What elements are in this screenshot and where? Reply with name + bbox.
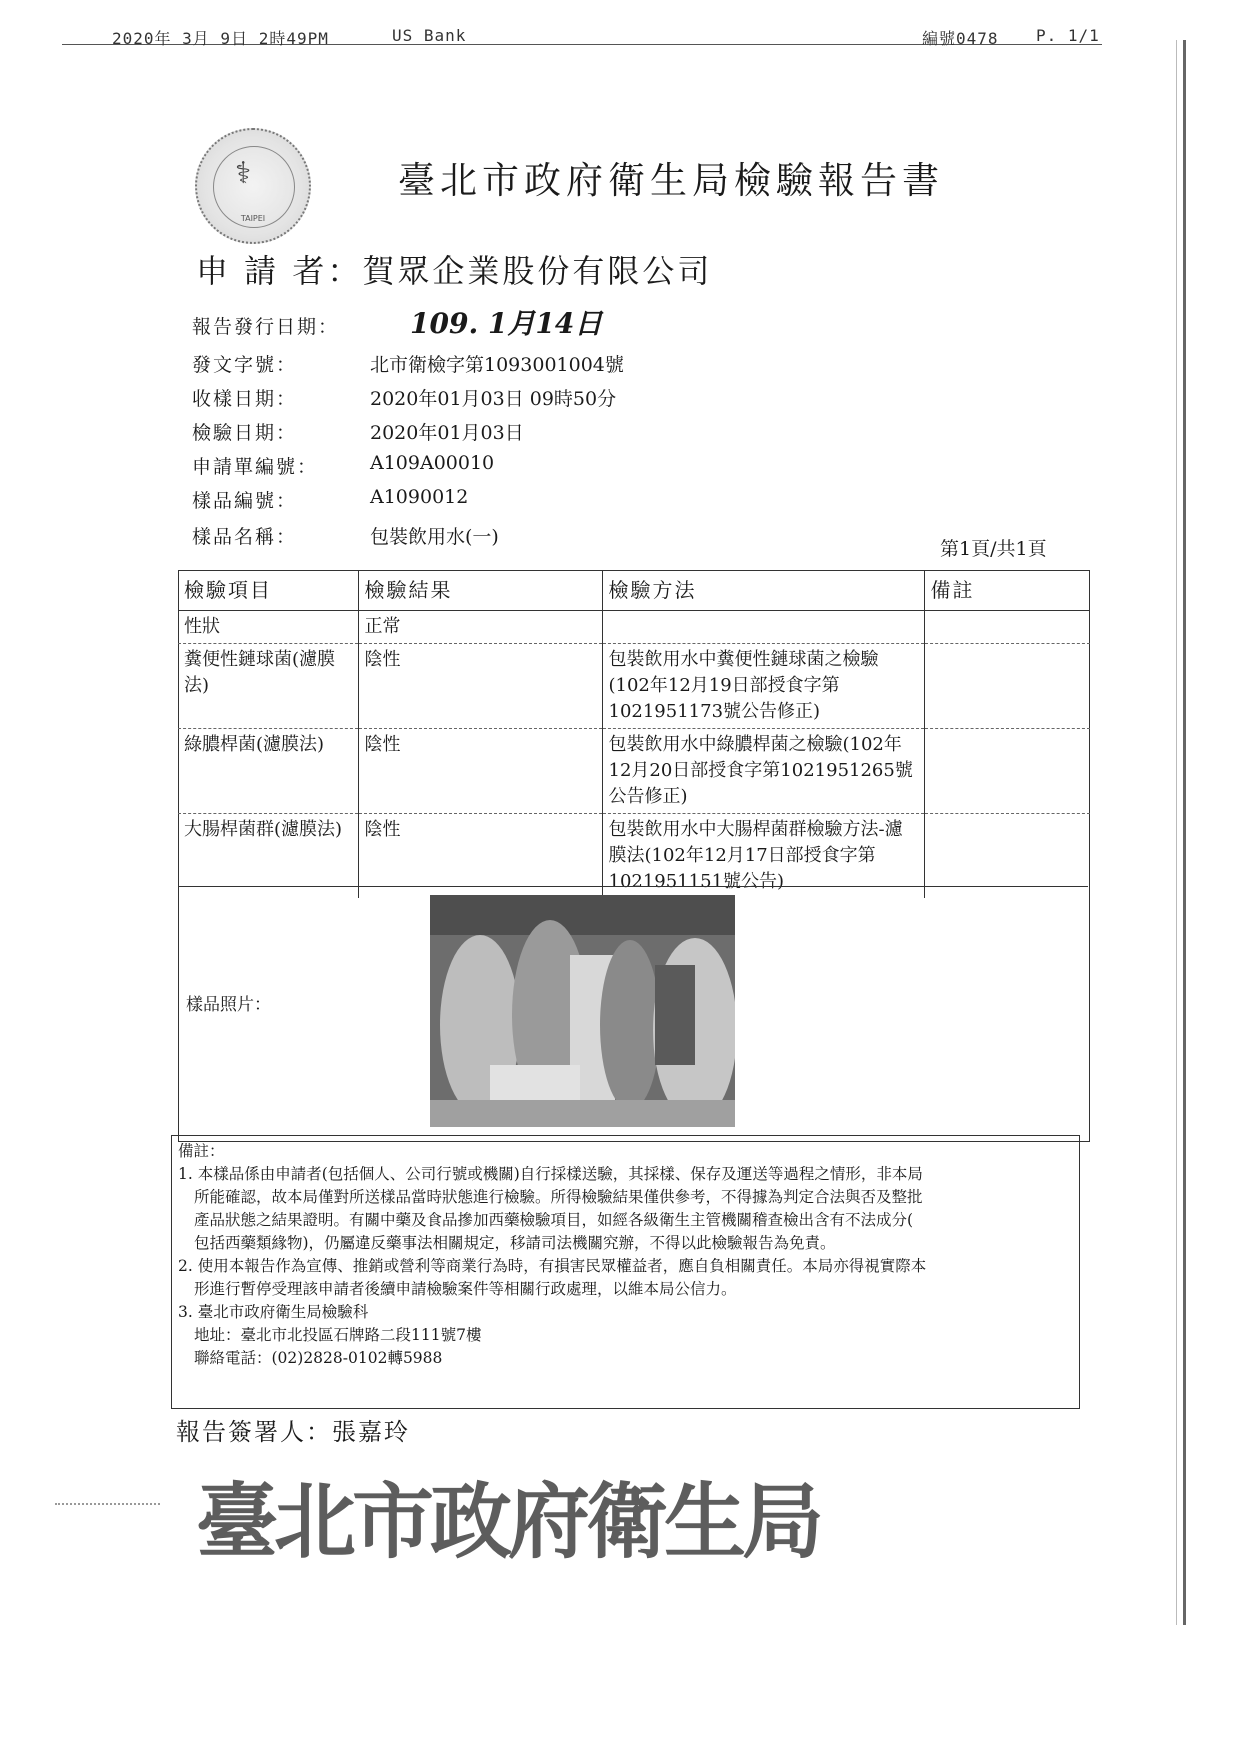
field-label-sample-name: 樣品名稱： — [192, 526, 298, 548]
results-table — [178, 570, 1090, 898]
field-value-issue-date: 109. 1月14日 — [410, 307, 603, 340]
sample-photo-label: 樣品照片： — [186, 995, 271, 1015]
department-stamp: 臺北市政府衛生局 — [196, 1475, 821, 1570]
applicant-label: 申 請 者： — [196, 252, 363, 290]
report-signer: 報告簽署人：張嘉玲 — [176, 1418, 410, 1446]
document-title: 臺北市政府衛生局檢驗報告書 — [398, 159, 944, 202]
row-result: 陰性 — [358, 729, 602, 814]
field-value-sample-name: 包裝飲用水(一) — [370, 526, 499, 548]
field-label-test-date: 檢驗日期： — [192, 422, 298, 444]
field-value-sample-no: A1090012 — [370, 486, 469, 508]
results-table-header — [178, 570, 1090, 611]
header-note: 備註 — [924, 570, 1090, 611]
notes-line: 包括西藥類緣物)，仍屬違反藥事法相關規定，移請司法機關究辦，不得以此檢驗報告為免責。 — [194, 1234, 836, 1252]
row-item: 性狀 — [178, 611, 358, 644]
field-value-doc-no: 北市衛檢字第1093001004號 — [370, 354, 624, 376]
notes-line: 1. 本樣品係由申請者(包括個人、公司行號或機關)自行採樣送驗，其採樣、保存及運送等過程之情形，非本局 — [178, 1165, 923, 1183]
field-label-issue-date: 報告發行日期： — [192, 316, 340, 338]
row-note — [924, 729, 1090, 814]
notes-heading: 備註： — [178, 1142, 225, 1160]
table-row — [178, 644, 1090, 729]
sample-photo — [430, 895, 735, 1127]
notes-line: 2. 使用本報告作為宣傳、推銷或營利等商業行為時，有損害民眾權益者，應自負相關責任。本局亦得視實際本 — [178, 1257, 927, 1275]
notes-line: 3. 臺北市政府衛生局檢驗科 — [178, 1303, 369, 1321]
fax-sender: US Bank — [392, 26, 467, 45]
field-value-test-date: 2020年01月03日 — [370, 422, 524, 444]
row-method: 包裝飲用水中大腸桿菌群檢驗方法-濾膜法(102年12月17日部授食字第1021951151號公告) — [602, 814, 924, 899]
fax-number: 編號0478 — [922, 29, 999, 48]
row-method — [602, 611, 924, 644]
row-item: 大腸桿菌群(濾膜法) — [178, 814, 358, 899]
header-item: 檢驗項目 — [178, 570, 358, 611]
row-result: 陰性 — [358, 644, 602, 729]
field-value-application-no: A109A00010 — [370, 452, 495, 474]
page-edge-shadow — [1176, 40, 1177, 1625]
department-seal-icon: ⚕ TAIPEI — [195, 128, 311, 244]
row-result: 正常 — [358, 611, 602, 644]
field-value-received-date: 2020年01月03日 09時50分 — [370, 388, 617, 410]
notes-line: 聯絡電話：(02)2828-0102轉5988 — [194, 1349, 443, 1367]
row-item: 糞便性鏈球菌(濾膜法) — [178, 644, 358, 729]
field-label-sample-no: 樣品編號： — [192, 490, 298, 512]
row-result: 陰性 — [358, 814, 602, 899]
header-result: 檢驗結果 — [358, 570, 602, 611]
field-label-received-date: 收樣日期： — [192, 388, 298, 410]
applicant-line — [196, 246, 712, 292]
field-label-doc-no: 發文字號： — [192, 354, 298, 376]
applicant-name: 賀眾企業股份有限公司 — [362, 252, 713, 290]
notes-line: 地址：臺北市北投區石牌路二段111號7樓 — [194, 1326, 482, 1344]
table-row — [178, 729, 1090, 814]
margin-dots — [55, 1503, 160, 1505]
notes-line: 產品狀態之結果證明。有關中藥及食品摻加西藥檢驗項目，如經各級衛生主管機關稽查檢出含有不法成分( — [194, 1211, 914, 1229]
photo-row-divider — [178, 886, 1088, 887]
row-method: 包裝飲用水中綠膿桿菌之檢驗(102年12月20日部授食字第1021951265號公告修正) — [602, 729, 924, 814]
page-edge — [1183, 40, 1186, 1625]
fax-datetime: 2020年 3月 9日 2時49PM — [112, 29, 329, 48]
table-row — [178, 611, 1090, 644]
seal-caption: TAIPEI — [240, 214, 266, 223]
header-method: 檢驗方法 — [602, 570, 924, 611]
notes-line: 形進行暫停受理該申請者後續申請檢驗案件等相關行政處理，以維本局公信力。 — [194, 1280, 737, 1298]
notes-section — [178, 1140, 1068, 1370]
row-item: 綠膿桿菌(濾膜法) — [178, 729, 358, 814]
fax-page: P. 1/1 — [1036, 26, 1100, 45]
page-indicator: 第1頁/共1頁 — [940, 538, 1047, 560]
field-label-application-no: 申請單編號： — [192, 456, 319, 478]
row-method: 包裝飲用水中糞便性鏈球菌之檢驗(102年12月19日部授食字第1021951173號公告修正) — [602, 644, 924, 729]
row-note — [924, 644, 1090, 729]
notes-line: 所能確認，故本局僅對所送樣品當時狀態進行檢驗。所得檢驗結果僅供參考，不得據為判定合法與否及整批 — [194, 1188, 923, 1206]
row-note — [924, 611, 1090, 644]
